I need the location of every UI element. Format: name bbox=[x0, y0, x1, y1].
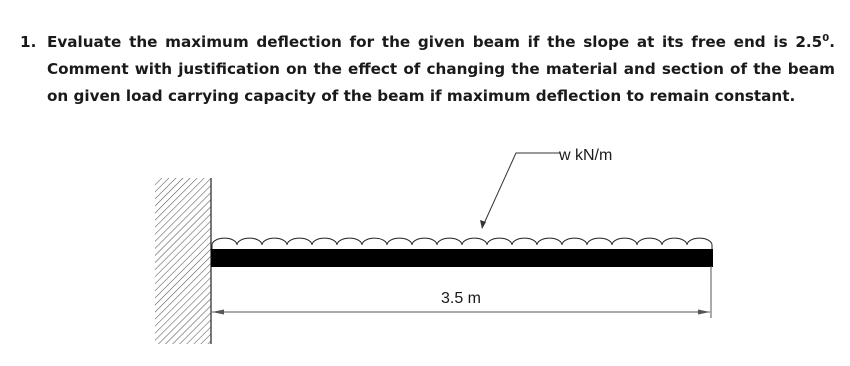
udl-arc bbox=[262, 238, 287, 245]
udl-arc bbox=[562, 238, 587, 245]
udl-arc bbox=[387, 238, 412, 245]
udl-arc bbox=[687, 238, 712, 245]
udl-arc bbox=[587, 238, 612, 245]
udl-arc bbox=[237, 238, 262, 245]
udl-arc bbox=[512, 238, 537, 245]
udl-arc bbox=[612, 238, 637, 245]
length-label: 3.5 m bbox=[440, 290, 482, 307]
udl-arc bbox=[662, 238, 687, 245]
udl-arc bbox=[287, 238, 312, 245]
load-leader bbox=[480, 153, 560, 229]
question-text-part2: . Comment with justification on the effect of changing the material and section of the beam on given load carrying capacity of the beam if maximum deflection to remain constant. bbox=[47, 33, 835, 105]
load-label: w kN/m bbox=[559, 147, 613, 164]
question-text-part1: Evaluate the maximum deflection for the given beam if the slope at its free end is 2.5 bbox=[47, 33, 823, 51]
udl-arc bbox=[362, 238, 387, 245]
udl-arc bbox=[337, 238, 362, 245]
udl-arc bbox=[537, 238, 562, 245]
udl-arc bbox=[487, 238, 512, 245]
degree-superscript: 0 bbox=[822, 32, 830, 44]
udl-arc bbox=[412, 238, 437, 245]
wall-hatching bbox=[155, 178, 211, 344]
beam bbox=[211, 249, 713, 267]
udl-load bbox=[212, 238, 712, 249]
udl-arc bbox=[312, 238, 337, 245]
udl-arc bbox=[637, 238, 662, 245]
udl-arc bbox=[212, 238, 237, 245]
udl-arc bbox=[437, 238, 462, 245]
question-number: 1. bbox=[20, 33, 37, 51]
udl-arc bbox=[462, 238, 487, 245]
dimension-arrow-right bbox=[698, 310, 710, 315]
fixed-support bbox=[155, 178, 211, 344]
dimension-arrow-left bbox=[212, 310, 224, 315]
